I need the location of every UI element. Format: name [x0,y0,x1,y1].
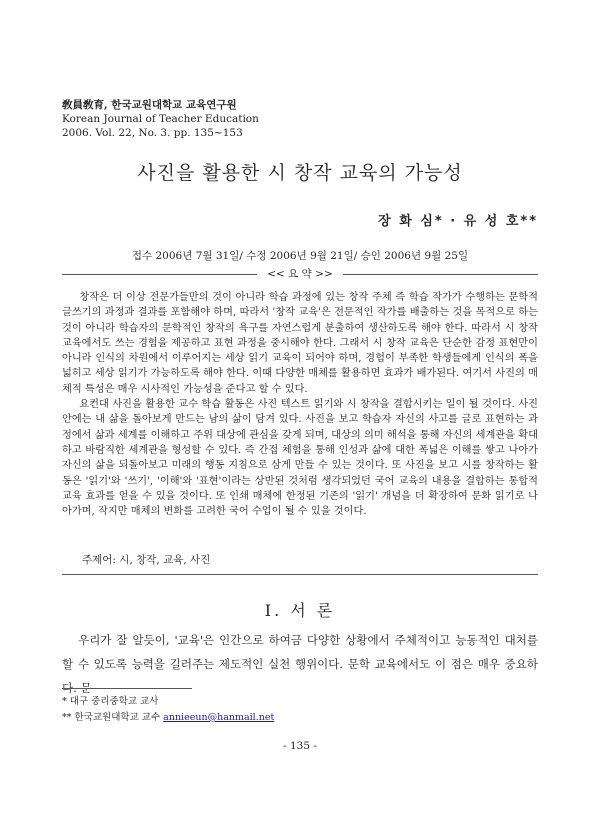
journal-name-kr: 敎員敎育, 한국교원대학교 교육연구원 [62,99,237,111]
journal-citation: 2006. Vol. 22, No. 3. pp. 135∼153 [62,127,243,139]
submission-dates: 접수 2006년 7월 31일/ 수정 2006년 9월 21일/ 승인 2006년 9월 25일 [131,250,469,262]
journal-name-en: Korean Journal of Teacher Education [62,113,259,125]
footnote-1: * 대구 중리중학교 교사 [62,696,159,707]
keywords: 주제어: 시, 창작, 교육, 사진 [82,554,211,566]
footnote-rule [62,688,192,689]
paper-authors: 장 화 심* · 유 성 호** [378,214,538,229]
abstract-paragraph-1: 창작은 더 이상 전문가들만의 것이 아니라 학습 과정에 있는 창작 주체 즉 학습 작가가 수행하는 문학적 글쓰기의 과정과 결과를 포함해야 하며, 따라서 '창작 교육'은 전문적인 작가를 배출하는 것을 목적으로 하는 것이 아니라 학습자의 문학적인 창작의 욕구를 자연스럽게 분출하여 생산하도록 해야 한다. 따라서 시 창작 교육에서도 쓰는 경험을 제공하고 표현 과정을 중시해야 한다. 그래서 시 창작 교육은 단순한 감정 표현만이 아니라 인식의 차원에서 이루어지는 세상 읽기 교육이 되어야 하며, 경험이 부족한 학생들에게 인식의 폭을 넓히고 세상 읽기가 가능하도록 해야 한다. 이때 다양한 매체를 활용하면 효과가 배가된다. 여기서 사진의 매체적 특성은 매우 시사적인 가능성을 준다고 할 수 있다. [62,292,538,395]
abstract-body [62,290,538,519]
abstract-header-label: << 요 약 >> [267,268,333,280]
paper-title: 사진을 활용한 시 창작 교육의 가능성 [137,162,463,184]
body-text [62,628,538,700]
page-number: - 135 - [283,740,317,752]
abstract-bottom-rule [62,574,538,575]
footnote-2 [62,710,274,726]
author-email-link[interactable]: annieeun@hanmail.net [163,712,275,723]
abstract-header [62,267,538,281]
abstract-header-rule-right [343,274,538,275]
body-paragraph: 우리가 잘 알듯이, '교육'은 인간으로 하여금 다양한 상황에서 주체적이고 능동적인 대처를 할 수 있도록 능력을 길러주는 제도적인 실천 행위이다. 문학 교육에서도 이 점은 매우 중요하다. 문 [62,633,538,695]
journal-info [62,98,259,140]
footnote-2-text: ** 한국교원대학교 교수 [62,712,164,723]
footnotes [62,694,274,726]
abstract-paragraph-2: 요컨대 사진을 활용한 교수 학습 활동은 사진 텍스트 읽기와 시 창작을 결합시키는 일이 될 것이다. 사진 안에는 내 삶을 돌아보게 만드는 남의 삶이 담겨 있다. 사진을 보고 학습자 자신의 사고를 글로 표현하는 과정에서 삶과 세계를 이해하고 주위 대상에 관심을 갖게 되며, 대상의 의미 해석을 통해 자신의 세계관을 확대하고 바람직한 세계관을 형성할 수 있다. 즉 간접 체험을 통해 인성과 삶에 대한 폭넓은 이해를 쌓고 나아가 자신의 삶을 되돌아보고 미래의 행동 지침으로 삼게 만들 수 있는 것이다. 또 사진을 보고 시를 창작하는 활동은 '읽기'와 '쓰기', '이해'와 '표현'이라는 상반된 것처럼 생각되었던 국어 교육의 내용을 결합하는 통합적 교육 효과를 얻을 수 있을 것이다. 또 인쇄 매체에 한정된 기존의 '읽기' 개념을 더 확장하여 문화 읽기로 나아가며, 작지만 매체의 변화를 고려한 국어 수업이 될 수 있을 것이다. [62,399,538,518]
section-heading: Ⅰ. 서 론 [264,601,336,620]
